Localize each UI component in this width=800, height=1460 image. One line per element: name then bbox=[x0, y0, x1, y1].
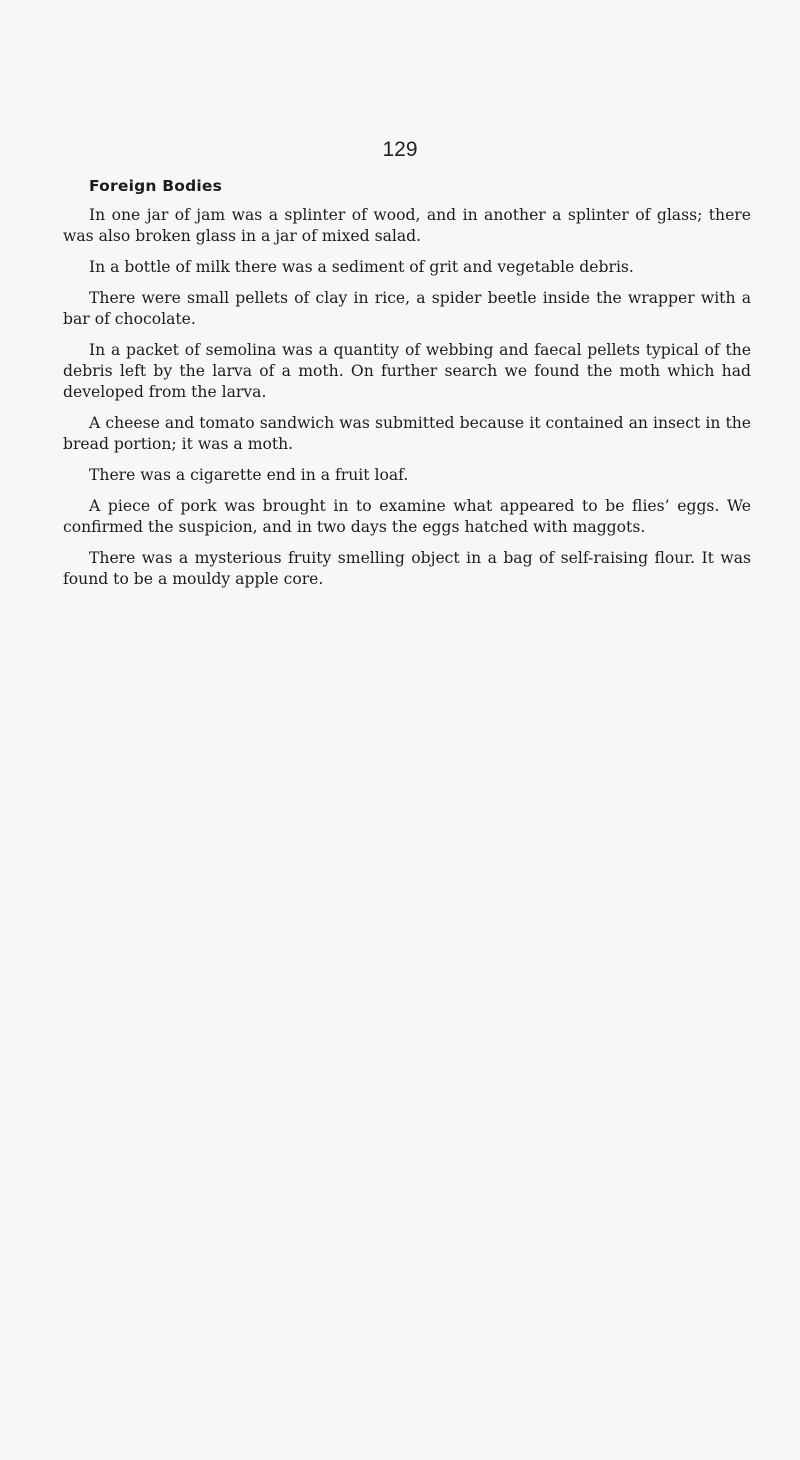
section-foreign-bodies bbox=[63, 176, 751, 600]
paragraph-sandwich-insect: A cheese and tomato sandwich was submitted because it contained an insect in the bread portion; it was a moth. bbox=[63, 414, 751, 453]
paragraph-semolina-moth: In a packet of semolina was a quantity of webbing and faecal pellets typical of the debris left by the larva of a moth. On further search we found the moth which had developed from the larva. bbox=[63, 341, 751, 401]
paragraph-cigarette-end: There was a cigarette end in a fruit loaf. bbox=[89, 466, 409, 484]
section-heading: Foreign Bodies bbox=[89, 177, 223, 195]
paragraph-clay-pellets: There were small pellets of clay in rice, a spider beetle inside the wrapper with a bar of chocolate. bbox=[63, 289, 751, 328]
paragraph-jam-splinter: In one jar of jam was a splinter of wood, and in another a splinter of glass; there was also broken glass in a jar of mixed salad. bbox=[63, 206, 751, 245]
paragraph-pork-eggs: A piece of pork was brought in to examine what appeared to be flies’ eggs. We confirmed the suspicion, and in two days the eggs hatched with maggots. bbox=[63, 497, 751, 536]
page-number: 129 bbox=[382, 138, 418, 161]
paragraph-apple-core: There was a mysterious fruity smelling object in a bag of self-raising flour. It was found to be a mouldy apple core. bbox=[63, 549, 751, 588]
paragraph-milk-sediment: In a bottle of milk there was a sediment of grit and vegetable debris. bbox=[89, 258, 634, 276]
